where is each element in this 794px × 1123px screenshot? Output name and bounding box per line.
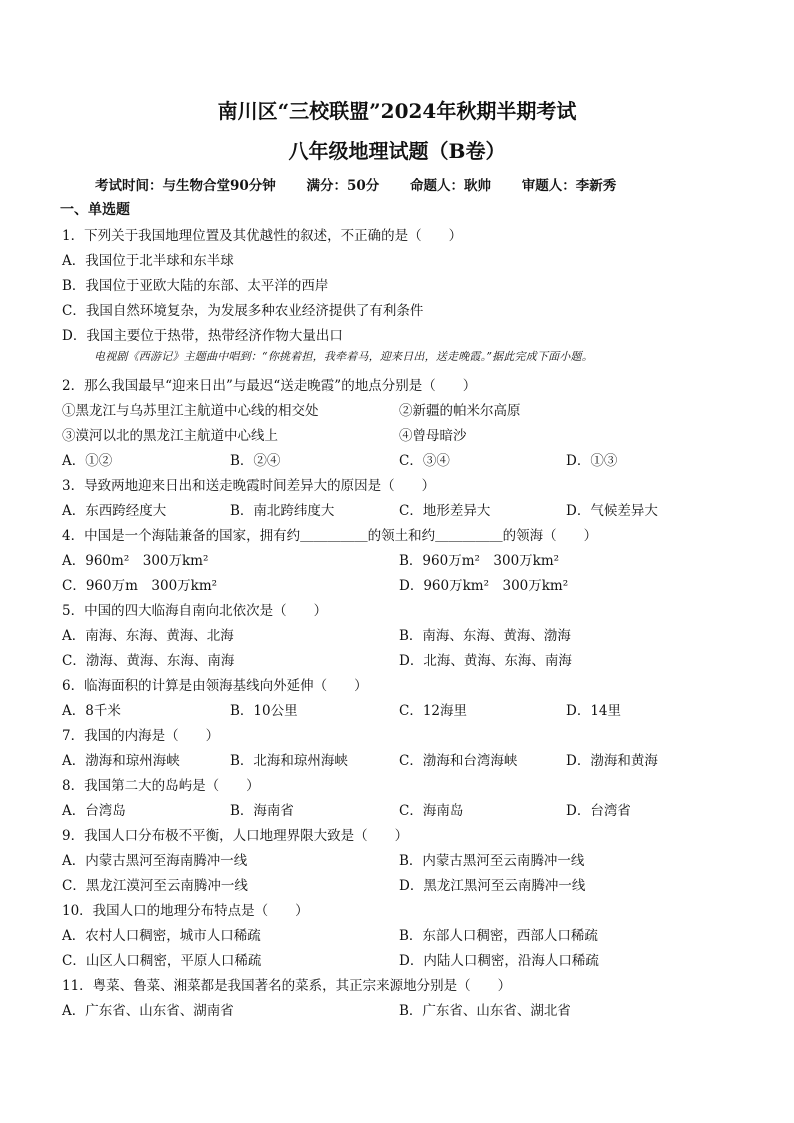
option-row <box>0 574 794 596</box>
option: B．南海、东海、黄海、渤海 <box>399 628 571 644</box>
option: A．我国位于北半球和东半球 <box>62 253 234 269</box>
option: C．地形差异大 <box>399 503 491 519</box>
option-row <box>0 499 794 521</box>
question-stem: 10．我国人口的地理分布特点是（ ） <box>62 903 309 919</box>
question-stem: 1．下列关于我国地理位置及其优越性的叙述，不正确的是（ ） <box>62 228 463 244</box>
option: B．南北跨纬度大 <box>230 503 335 519</box>
exam-meta <box>95 174 745 194</box>
option: A．南海、东海、黄海、北海 <box>62 628 234 644</box>
option-row <box>0 849 794 871</box>
option: C．960万m 300万km² <box>62 578 218 594</box>
exam-subtitle: 八年级地理试题（B卷） <box>288 139 506 163</box>
meta-reviewer: 审题人：李新秀 <box>521 178 617 194</box>
option: C．12海里 <box>399 703 468 719</box>
option: A．内蒙古黑河至海南腾冲一线 <box>62 853 248 869</box>
option: D．960万km² 300万km² <box>399 578 569 594</box>
passage-intro: 电视剧《西游记》主题曲中唱到：“你挑着担，我牵着马，迎来日出，送走晚霞。”据此完成下面小题。 <box>94 350 593 363</box>
option-row <box>0 924 794 946</box>
option: B．广东省、山东省、湖北省 <box>399 1003 571 1019</box>
question-stem: 9．我国人口分布极不平衡，人口地理界限大致是（ ） <box>62 828 409 844</box>
option: A．8千米 <box>62 703 121 719</box>
option-row <box>0 874 794 896</box>
option: A．渤海和琼州海峡 <box>62 753 180 769</box>
option-row <box>0 999 794 1021</box>
meta-author: 命题人：耿帅 <box>410 178 491 194</box>
question-stem: 6．临海面积的计算是由领海基线向外延伸（ ） <box>62 678 368 694</box>
place-row <box>0 424 794 446</box>
option-row <box>0 699 794 721</box>
option: B．海南省 <box>230 803 294 819</box>
option: D．黑龙江黑河至云南腾冲一线 <box>399 878 586 894</box>
question-stem: 2．那么我国最早“迎来日出”与最迟“送走晚霞”的地点分别是（ ） <box>62 378 477 394</box>
option: D．①③ <box>566 453 618 469</box>
option-row <box>0 949 794 971</box>
option: B．960万m² 300万km² <box>399 553 560 569</box>
option: D．台湾省 <box>566 803 631 819</box>
option: B．我国位于亚欧大陆的东部、太平洋的西岸 <box>62 278 329 294</box>
place-row <box>0 399 794 421</box>
question-stem: 3．导致两地迎来日出和送走晚霞时间差异大的原因是（ ） <box>62 478 436 494</box>
option: B．东部人口稠密，西部人口稀疏 <box>399 928 598 944</box>
option: A．农村人口稠密，城市人口稀疏 <box>62 928 261 944</box>
option: C．山区人口稠密，平原人口稀疏 <box>62 953 262 969</box>
option: D．内陆人口稠密，沿海人口稀疏 <box>399 953 599 969</box>
option: B．②④ <box>230 453 281 469</box>
option: C．渤海、黄海、东海、南海 <box>62 653 235 669</box>
place-item: ④曾母暗沙 <box>399 428 467 444</box>
option-row <box>0 624 794 646</box>
option: D．我国主要位于热带，热带经济作物大量出口 <box>62 328 343 344</box>
option: D．14里 <box>566 703 622 719</box>
place-item: ③漠河以北的黑龙江主航道中心线上 <box>62 428 278 444</box>
option: B．北海和琼州海峡 <box>230 753 348 769</box>
option: A．台湾岛 <box>62 803 126 819</box>
question-stem: 11．粤菜、鲁菜、湘菜都是我国著名的菜系，其正宗来源地分别是（ ） <box>62 978 512 994</box>
option-row <box>0 549 794 571</box>
option: C．黑龙江漠河至云南腾冲一线 <box>62 878 248 894</box>
option-row <box>0 799 794 821</box>
option: C．渤海和台湾海峡 <box>399 753 518 769</box>
question-stem: 8．我国第二大的岛屿是（ ） <box>62 778 260 794</box>
option-row <box>0 449 794 471</box>
meta-time: 考试时间：与生物合堂90分钟 <box>95 178 276 194</box>
option: B．内蒙古黑河至云南腾冲一线 <box>399 853 585 869</box>
option: A．①② <box>62 453 113 469</box>
section-title: 一、单选题 <box>60 202 130 218</box>
option: C．我国自然环境复杂，为发展多种农业经济提供了有利条件 <box>62 303 424 319</box>
question-stem: 4．中国是一个海陆兼备的国家，拥有约＿＿＿＿＿的领土和约＿＿＿＿＿的领海（ ） <box>62 528 598 544</box>
place-item: ②新疆的帕米尔高原 <box>399 403 521 419</box>
question-stem: 5．中国的四大临海自南向北依次是（ ） <box>62 603 328 619</box>
option: D．渤海和黄海 <box>566 753 658 769</box>
option: C．③④ <box>399 453 450 469</box>
exam-title: 南川区“三校联盟”2024年秋期半期考试 <box>217 99 577 123</box>
option: A．东西跨经度大 <box>62 503 167 519</box>
option: D．北海、黄海、东海、南海 <box>399 653 572 669</box>
option-row <box>0 749 794 771</box>
option: A．960m² 300万km² <box>62 553 209 569</box>
meta-score: 满分：50分 <box>306 178 380 194</box>
option: A．广东省、山东省、湖南省 <box>62 1003 234 1019</box>
option: B．10公里 <box>230 703 298 719</box>
question-stem: 7．我国的内海是（ ） <box>62 728 220 744</box>
option: C．海南岛 <box>399 803 464 819</box>
place-item: ①黑龙江与乌苏里江主航道中心线的相交处 <box>62 403 319 419</box>
option-row <box>0 649 794 671</box>
option: D．气候差异大 <box>566 503 658 519</box>
